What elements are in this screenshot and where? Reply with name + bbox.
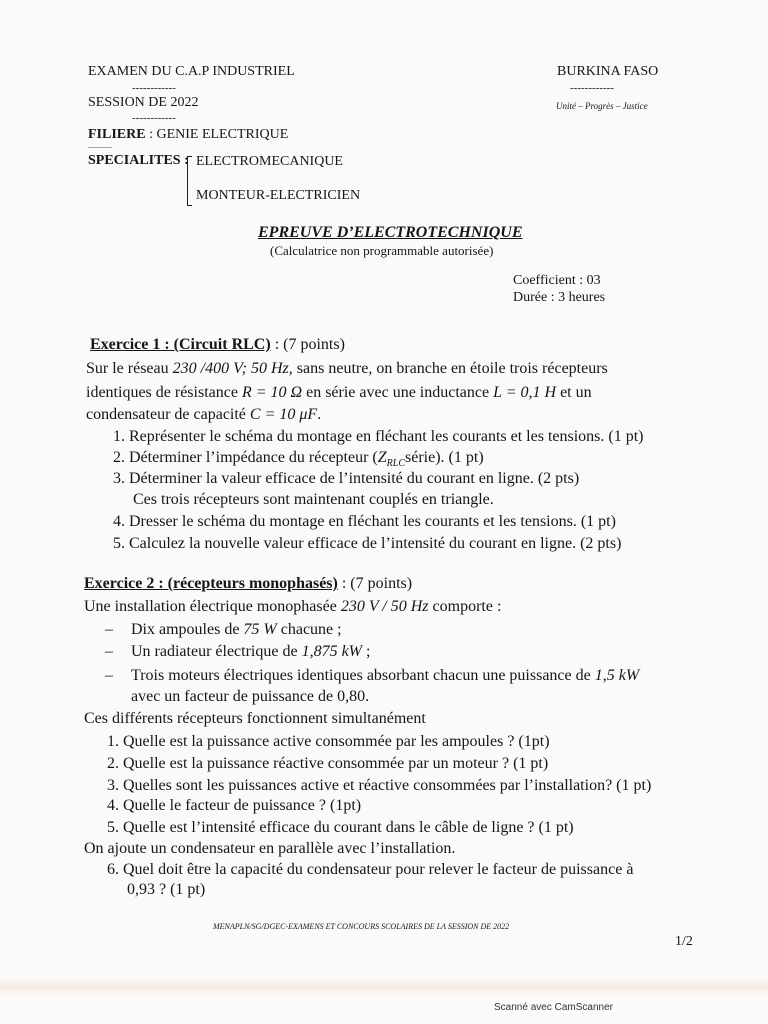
calculator-note: (Calculatrice non programmable autorisée) [270, 243, 494, 258]
ex1-question-5: 5. Calculez la nouvelle valeur efficace de l’intensité du courant en ligne. (2 pts) [113, 535, 622, 552]
separator: ------------ [132, 112, 176, 124]
math-value: 75 W [243, 621, 277, 638]
text: Sur le réseau [86, 360, 173, 377]
text: . [317, 406, 322, 423]
ex2-simultaneous-note: Ces différents récepteurs fonctionnent simultanément [84, 710, 426, 727]
specialites-label: SPECIALITES : [88, 153, 189, 168]
ex2-question-3: 3. Quelles sont les puissances active et réactive consommées par l’installation? (1 pt) [107, 777, 652, 794]
text: Trois moteurs électriques identiques absorbant chacun une puissance de [131, 667, 595, 684]
text: 2. Déterminer l’impédance du récepteur ( [113, 449, 378, 466]
math-value: L = 0,1 H [493, 384, 557, 401]
footer-reference: MENAPLN/SG/DGEC-EXAMENS ET CONCOURS SCOLAIRES DE LA SESSION DE 2022 [213, 922, 510, 931]
ex1-triangle-note: Ces trois récepteurs sont maintenant couplés en triangle. [133, 491, 494, 508]
duration: Durée : 3 heures [513, 290, 606, 305]
ex2-intro [84, 598, 501, 616]
bullet-dash: – [105, 667, 113, 684]
specialite-2: MONTEUR-ELECTRICIEN [196, 188, 361, 203]
ex1-intro-line-1 [86, 360, 608, 378]
filiere [88, 127, 288, 143]
ex1-intro-line-2 [86, 384, 592, 402]
ex2-item-radiateur [131, 643, 370, 661]
ex2-item-moteurs [131, 667, 639, 685]
text: identiques de résistance [86, 384, 242, 401]
math-value: Z [377, 449, 387, 466]
scan-edge-shadow [0, 978, 768, 996]
country-name: BURKINA FASO [557, 64, 659, 79]
separator: ------------ [132, 82, 176, 94]
ex1-question-3: 3. Déterminer la valeur efficace de l’intensité du courant en ligne. (2 pts) [113, 470, 580, 487]
ex1-question-2 [113, 449, 484, 469]
ex2-question-5: 5. Quelle est l’intensité efficace du courant dans le câble de ligne ? (1 pt) [107, 819, 574, 836]
specialite-1: ELECTROMECANIQUE [196, 154, 343, 169]
separator: ------------ [570, 82, 614, 94]
specialites-brace [187, 156, 192, 206]
ex2-item-ampoules [131, 621, 342, 639]
text: ; [362, 643, 371, 660]
exercise-1-points: : (7 points) [270, 336, 345, 353]
ex1-question-1: 1. Représenter le schéma du montage en fléchant les courants et les tensions. (1 pt) [113, 428, 644, 445]
text: Dix ampoules de [131, 621, 244, 638]
math-value: 1,5 kW [594, 667, 640, 684]
filiere-value: : GENIE ELECTRIQUE [145, 127, 289, 142]
ex2-question-4: 4. Quelle le facteur de puissance ? (1pt) [107, 797, 362, 814]
national-motto: Unité – Progrès – Justice [556, 101, 648, 111]
session-label: SESSION DE 2022 [88, 95, 199, 110]
ex2-question-1: 1. Quelle est la puissance active consommée par les ampoules ? (1pt) [107, 733, 550, 750]
separator: ............ [88, 141, 112, 150]
exercise-1-title: Exercice 1 : (Circuit RLC) [90, 336, 271, 353]
page-number: 1/2 [675, 934, 693, 949]
math-subscript: RLC [386, 458, 406, 470]
text: chacune ; [276, 621, 342, 638]
exercise-2-title: Exercice 2 : (récepteurs monophasés) [84, 575, 338, 592]
text: et un [556, 384, 592, 401]
text: condensateur de capacité [86, 406, 250, 423]
filiere-label: FILIERE [88, 127, 146, 142]
ex2-question-6: 6. Quel doit être la capacité du condensateur pour relever le facteur de puissance à [107, 861, 634, 878]
math-value: C = 10 μF [249, 406, 318, 423]
exercise-2-heading [84, 575, 412, 593]
exercise-2-points: : (7 points) [337, 575, 413, 592]
text: série). (1 pt) [405, 449, 484, 466]
ex2-question-2: 2. Quelle est la puissance réactive consommée par un moteur ? (1 pt) [107, 755, 549, 772]
exam-title: EXAMEN DU C.A.P INDUSTRIEL [88, 64, 295, 79]
bullet-dash: – [105, 643, 113, 660]
math-value: 1,875 kW [301, 643, 363, 660]
text: Un radiateur électrique de [131, 643, 302, 660]
ex2-condenser-note: On ajoute un condensateur en parallèle avec l’installation. [84, 840, 456, 857]
scanner-watermark: Scanné avec CamScanner [494, 1002, 613, 1013]
ex1-intro-line-3 [86, 406, 321, 424]
exam-subject-title: EPREUVE D’ELECTROTECHNIQUE [258, 224, 523, 241]
math-value: R = 10 Ω [241, 384, 303, 401]
text: comporte : [428, 598, 502, 615]
ex1-question-4: 4. Dresser le schéma du montage en fléchant les courants et les tensions. (1 pt) [113, 513, 616, 530]
math-value: 230 V / 50 Hz [340, 598, 429, 615]
ex2-question-6-cont: 0,93 ? (1 pt) [127, 881, 206, 898]
bullet-dash: – [105, 621, 113, 638]
math-value: 230 /400 V; 50 Hz [172, 360, 289, 377]
text: Une installation électrique monophasée [84, 598, 341, 615]
ex2-item-moteurs-cont: avec un facteur de puissance de 0,80. [131, 688, 370, 705]
exercise-1-heading [90, 336, 345, 354]
text: , sans neutre, on branche en étoile trois récepteurs [288, 360, 608, 377]
coefficient: Coefficient : 03 [513, 273, 601, 288]
text: en série avec une inductance [302, 384, 494, 401]
